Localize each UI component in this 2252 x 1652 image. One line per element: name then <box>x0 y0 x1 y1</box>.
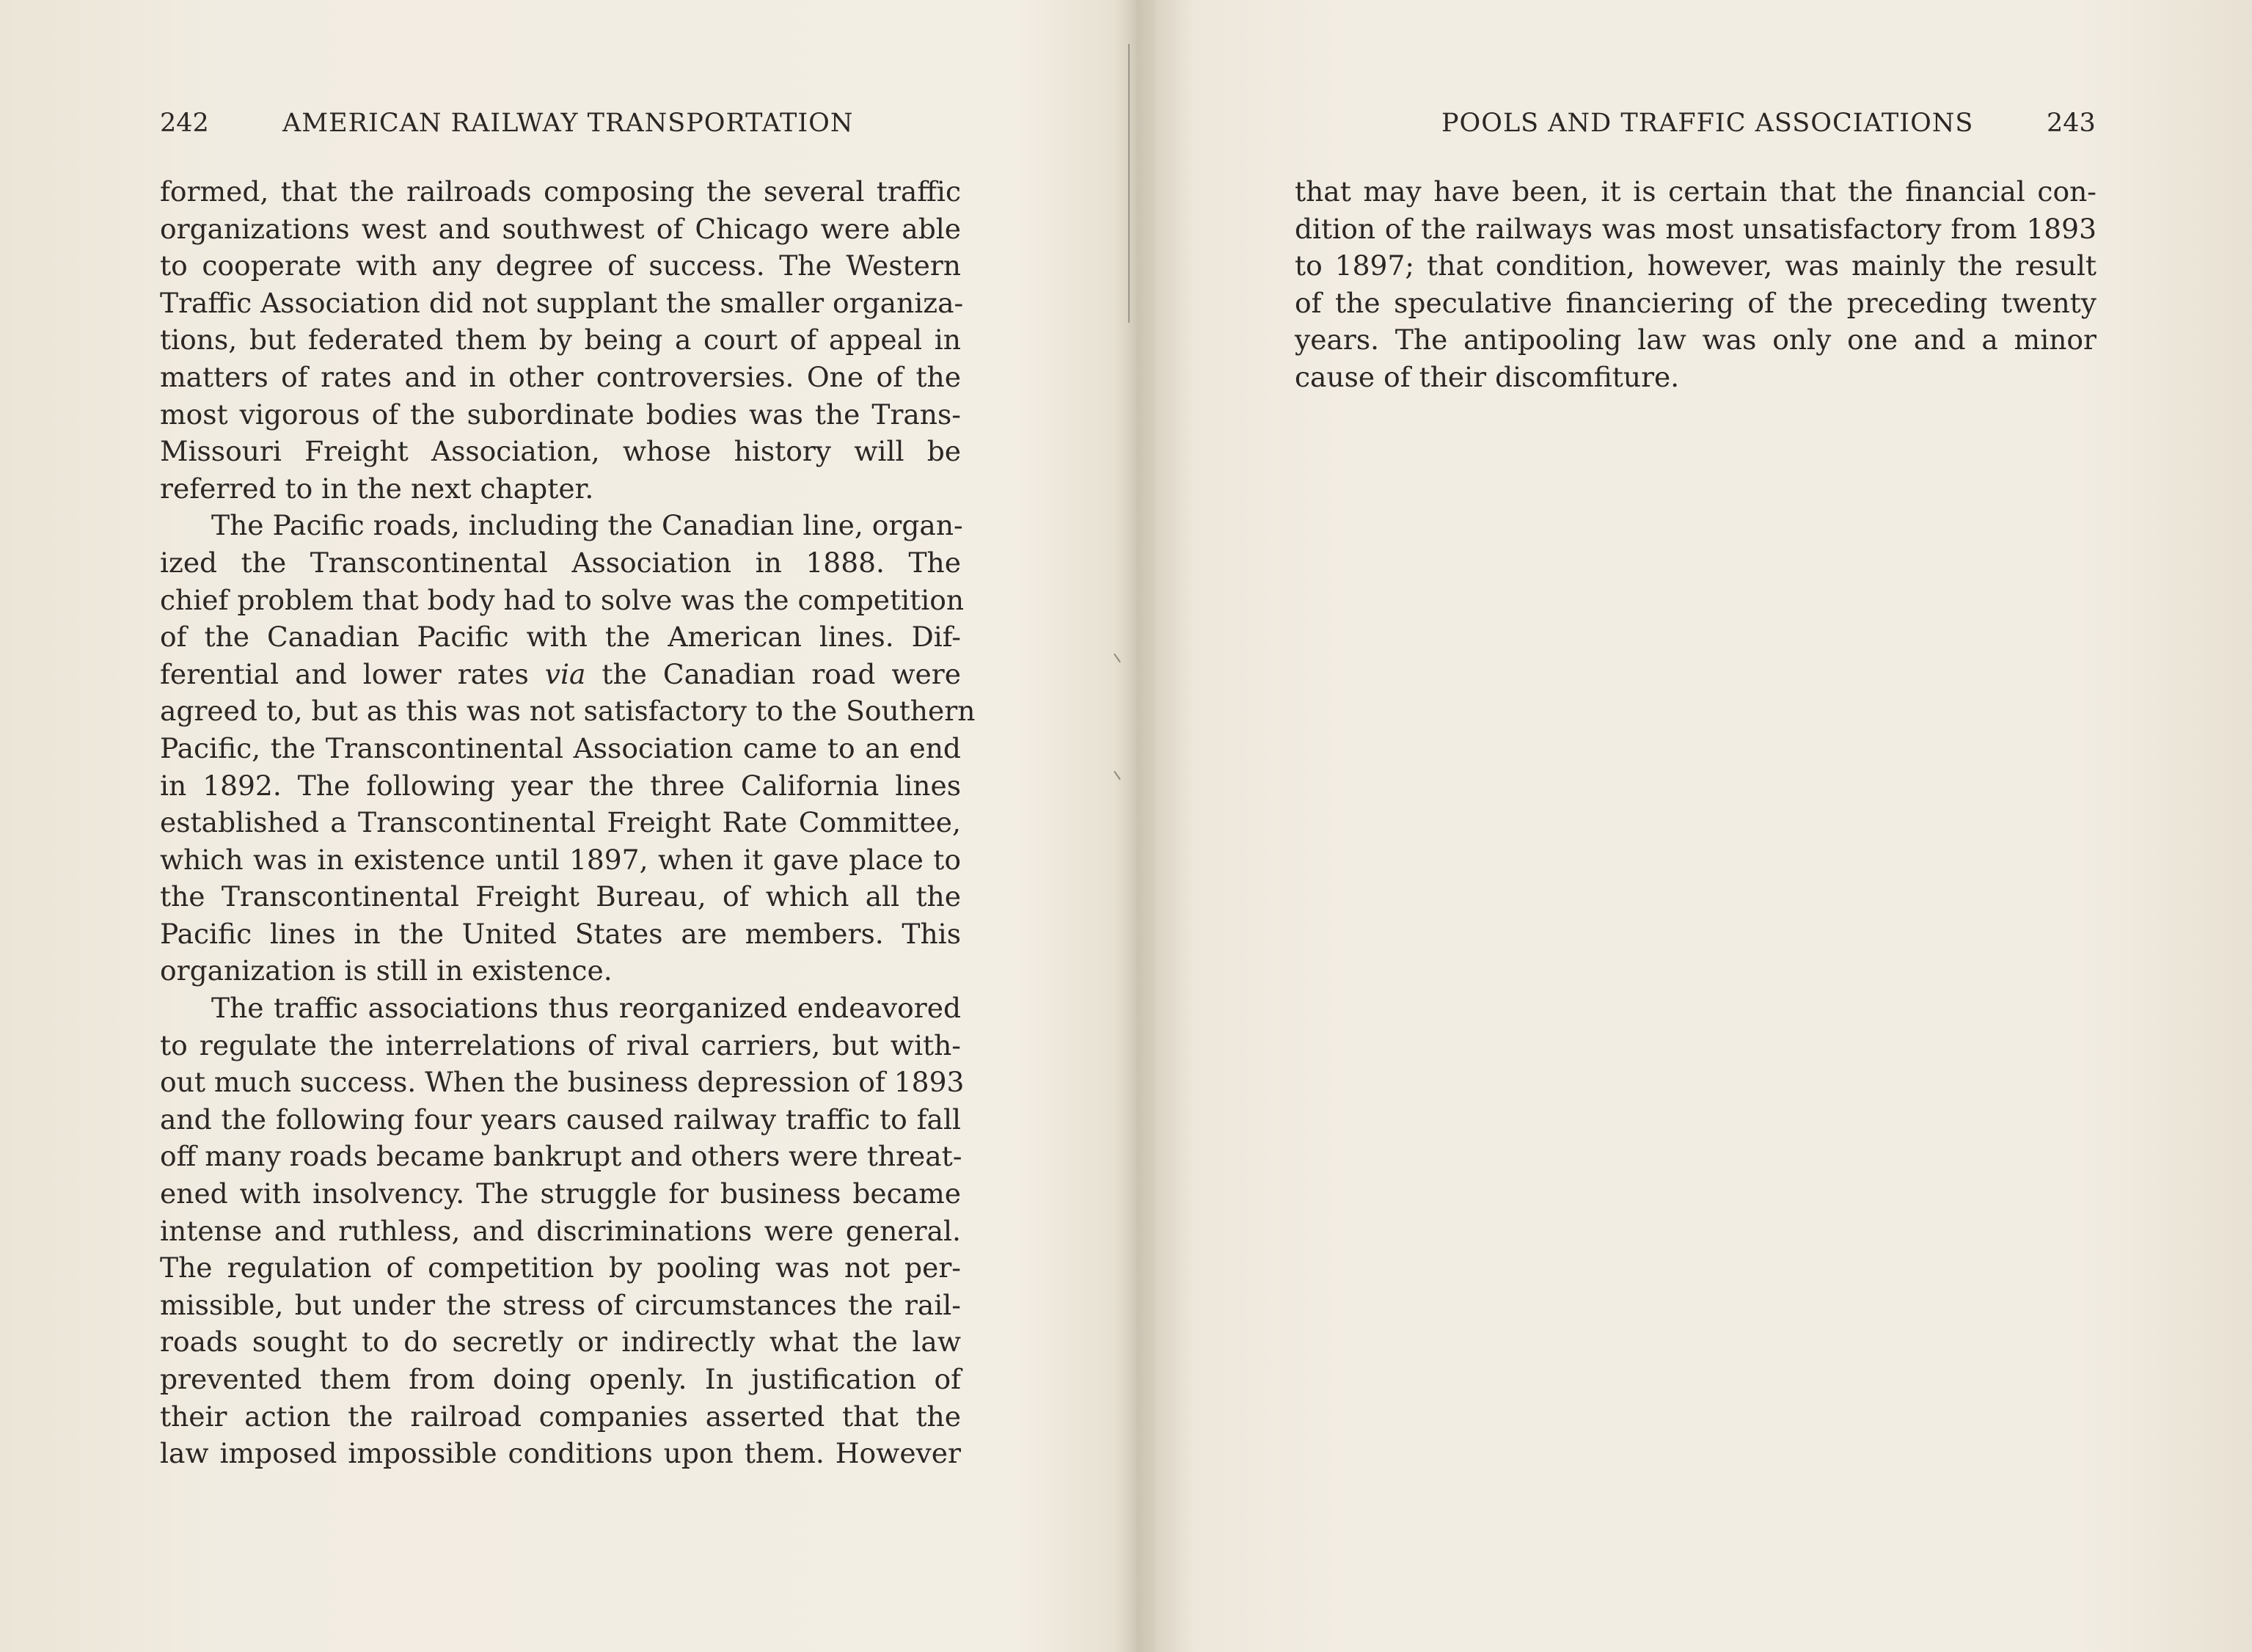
text-line: tions, but federated them by being a court of appeal in <box>160 324 961 357</box>
text-line: established a Transcontinental Freight Rate Committee, <box>160 806 961 839</box>
page-number: 242 <box>160 109 209 138</box>
text-line: missible, but under the stress of circumstances the rail- <box>160 1288 961 1321</box>
text-line: Pacific, the Transcontinental Association came to an end <box>160 731 961 764</box>
text-line: ened with insolvency. The struggle for business became <box>160 1177 961 1210</box>
text-line: chief problem that body had to solve was the competition <box>160 583 965 616</box>
text-line: The Pacific roads, including the Canadian line, organ- <box>211 509 963 542</box>
text-line: out much success. When the business depression of 1893 <box>160 1066 965 1099</box>
text-line: cause of their discomfiture. <box>1295 360 1680 393</box>
text-line: their action the railroad companies asserted that the <box>160 1400 961 1433</box>
text-line: Missouri Freight Association, whose history will be <box>160 435 961 468</box>
text-line: to regulate the interrelations of rival carriers, but with- <box>160 1028 961 1061</box>
body-text <box>160 173 976 1472</box>
text-line: referred to in the next chapter. <box>160 472 594 505</box>
text-line: that may have been, it is certain that the financial con- <box>1295 175 2096 208</box>
text-line: The regulation of competition by pooling was not per- <box>160 1251 961 1284</box>
text-line: intense and ruthless, and discriminations were general. <box>160 1214 961 1247</box>
body-text <box>1295 173 2096 396</box>
text-line: to 1897; that condition, however, was mainly the result <box>1295 249 2096 282</box>
text-line: off many roads became bankrupt and others were threat- <box>160 1140 962 1173</box>
text-line: organization is still in existence. <box>160 954 613 987</box>
text-line: Pacific lines in the United States are members. This <box>160 917 961 950</box>
right-page <box>1126 0 2252 1652</box>
text-line: the Transcontinental Freight Bureau, of which all the <box>160 880 961 913</box>
text-line: of the Canadian Pacific with the American lines. Dif- <box>160 621 961 654</box>
text-line: organizations west and southwest of Chicago were able <box>160 212 961 245</box>
text-line: ized the Transcontinental Association in 1888. The <box>160 546 961 579</box>
text-line: formed, that the railroads composing the several traffic <box>160 175 961 208</box>
text-line: to cooperate with any degree of success. The Western <box>160 249 961 282</box>
text-line: law imposed impossible conditions upon them. However <box>160 1437 961 1470</box>
text-line: prevented them from doing openly. In justification of <box>160 1363 961 1395</box>
text-line: The traffic associations thus reorganized endeavored <box>211 992 961 1025</box>
text-line: matters of rates and in other controversies. One of the <box>160 360 961 393</box>
text-line: ferential and lower rates via the Canadian road were <box>160 657 961 690</box>
text-line: most vigorous of the subordinate bodies was the Trans- <box>160 398 961 431</box>
text-line: of the speculative financiering of the preceding twenty <box>1295 286 2096 319</box>
text-line: dition of the railways was most unsatisfactory from 1893 <box>1295 212 2096 245</box>
text-line: years. The antipooling law was only one and a minor <box>1295 324 2096 357</box>
page-number: 243 <box>2047 109 2096 138</box>
running-head: AMERICAN RAILWAY TRANSPORTATION <box>282 109 854 138</box>
running-head: POOLS AND TRAFFIC ASSOCIATIONS <box>1441 109 1974 138</box>
text-line: roads sought to do secretly or indirectly what the law <box>160 1326 961 1359</box>
text-line: Traffic Association did not supplant the smaller organiza- <box>160 286 964 319</box>
text-line: agreed to, but as this was not satisfactory to the Southern <box>160 695 976 728</box>
text-line: and the following four years caused railway traffic to fall <box>160 1103 961 1136</box>
text-line: in 1892. The following year the three California lines <box>160 769 961 802</box>
text-line: which was in existence until 1897, when it gave place to <box>160 843 961 876</box>
